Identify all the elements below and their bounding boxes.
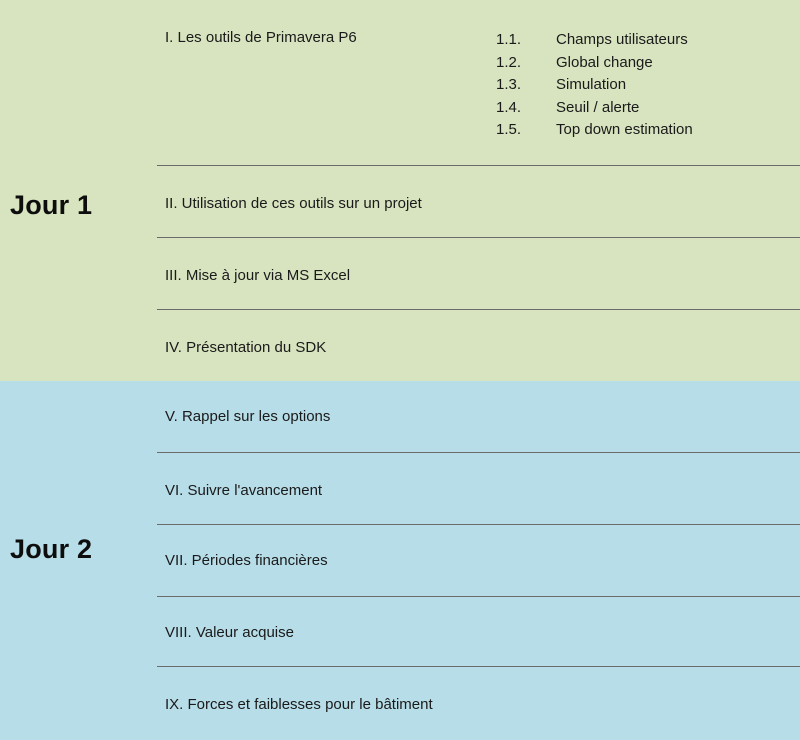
divider bbox=[157, 596, 800, 597]
day-1-label: Jour 1 bbox=[10, 190, 93, 220]
agenda-subitems bbox=[496, 29, 693, 142]
agenda-item-title: II. Utilisation de ces outils sur un projet bbox=[165, 195, 422, 212]
divider bbox=[157, 165, 800, 166]
agenda-item-title: III. Mise à jour via MS Excel bbox=[165, 267, 351, 284]
subitem-number: 1.4. bbox=[496, 98, 522, 116]
agenda-item-title: V. Rappel sur les options bbox=[165, 408, 331, 425]
subitem-1-4 bbox=[496, 97, 693, 120]
divider bbox=[157, 309, 800, 310]
subitem-1-5 bbox=[496, 119, 693, 142]
divider bbox=[157, 524, 800, 525]
subitem-number: 1.5. bbox=[496, 121, 522, 139]
subitem-text: Global change bbox=[556, 53, 653, 71]
subitem-text: Seuil / alerte bbox=[556, 98, 640, 116]
subitem-1-2 bbox=[496, 52, 693, 75]
divider bbox=[157, 452, 800, 453]
subitem-1-1 bbox=[496, 29, 693, 52]
agenda-item-title: I. Les outils de Primavera P6 bbox=[165, 29, 357, 46]
agenda-item-title: VI. Suivre l'avancement bbox=[165, 482, 323, 499]
subitem-number: 1.1. bbox=[496, 31, 522, 48]
subitem-1-3 bbox=[496, 74, 693, 97]
subitem-text: Simulation bbox=[556, 76, 627, 94]
subitem-number: 1.2. bbox=[496, 53, 522, 71]
agenda-item-title: VIII. Valeur acquise bbox=[165, 624, 294, 641]
agenda-item-title: VII. Périodes financières bbox=[165, 552, 328, 569]
subitem-number: 1.3. bbox=[496, 76, 522, 94]
divider bbox=[157, 237, 800, 238]
divider bbox=[157, 666, 800, 667]
subitem-text: Top down estimation bbox=[556, 121, 693, 139]
day-2-section bbox=[0, 381, 800, 740]
subitem-text: Champs utilisateurs bbox=[556, 31, 688, 48]
day-2-label: Jour 2 bbox=[10, 534, 93, 564]
agenda-item-title: IV. Présentation du SDK bbox=[165, 339, 327, 356]
agenda-item-title: IX. Forces et faiblesses pour le bâtiment bbox=[165, 696, 433, 713]
